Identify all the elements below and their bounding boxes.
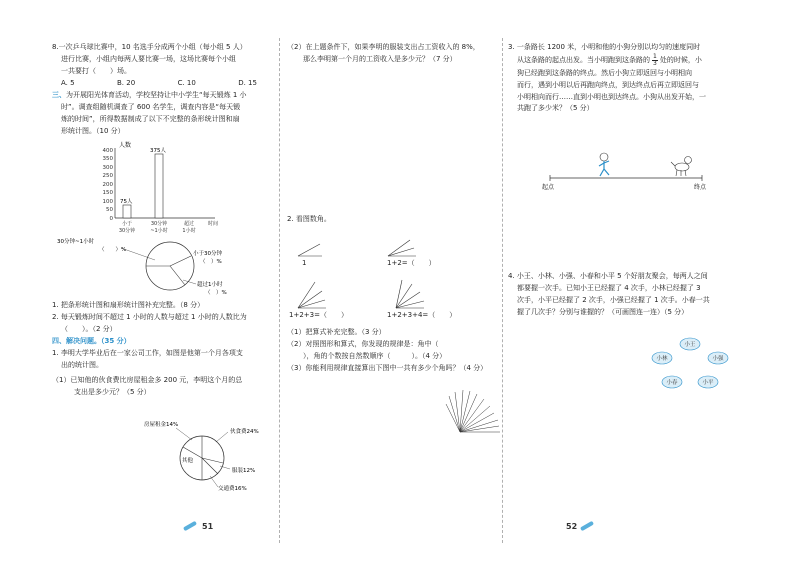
y-tick: 300 xyxy=(102,165,113,171)
column-divider xyxy=(502,38,503,543)
y-tick: 350 xyxy=(102,156,113,162)
y-tick: 150 xyxy=(102,190,113,196)
svg-text:时间: 时间 xyxy=(207,221,219,227)
column-divider xyxy=(279,38,280,543)
svg-text:终点: 终点 xyxy=(694,184,707,191)
right-column: 3. 一条路长 1200 米，小明和他的小狗分别以均匀的速度同时 从这条路的起点出发。当小明跑到这条路的 1 3 处的时候，小 狗已经跑到这条路的终点。然后小狗立即返回与小明相向 而行，遇到小明以后再跑向终点，到达终点后再立即返回与 小明相向而行……直到小明也到达终点。小狗从出发开始，一 共跑了多少米？（5 分） xyxy=(508,43,706,113)
svg-text:房屋租金14%: 房屋租金14% xyxy=(144,422,179,428)
svg-text:30分钟~1小时: 30分钟~1小时 xyxy=(57,239,95,245)
pencil-icon xyxy=(183,521,197,531)
svg-text:（ ）%: （ ）% xyxy=(200,259,222,265)
svg-text:小春: 小春 xyxy=(666,380,678,386)
bar-value-label: 375人 xyxy=(150,148,166,154)
question-8: 8.一次乒乓球比赛中，10 名选手分成两个小组（每小组 5 人） 进行比赛，小组内每两人要比赛一场，这场比赛每个小组 一共要打（ ）场。 A. 5 B. 20 C. 10 D. 15 xyxy=(52,43,257,87)
svg-text:小林: 小林 xyxy=(656,356,668,362)
y-tick: 200 xyxy=(102,182,113,188)
bar-under-30 xyxy=(123,205,131,218)
boy-icon xyxy=(599,153,609,176)
svg-text:伙食费24%: 伙食费24% xyxy=(230,429,259,435)
bar-chart xyxy=(75,138,225,238)
angle-figures xyxy=(288,236,448,316)
svg-text:其他: 其他 xyxy=(182,458,194,464)
formula-2: 1+2=（ ） xyxy=(387,259,436,267)
svg-text:小于: 小于 xyxy=(121,221,133,227)
y-tick: 400 xyxy=(102,148,113,154)
svg-text:小王: 小王 xyxy=(684,342,696,348)
svg-text:（ ）%: （ ）% xyxy=(99,247,127,253)
svg-text:~1小时: ~1小时 xyxy=(150,228,168,234)
formula-3: 1+2+3=（ ） xyxy=(289,311,348,319)
y-tick: 0 xyxy=(109,216,113,222)
y-tick: 50 xyxy=(106,207,113,213)
formula-4: 1+2+3+4=（ ） xyxy=(387,311,457,319)
svg-text:30分钟: 30分钟 xyxy=(118,228,136,234)
svg-text:起点: 起点 xyxy=(542,184,555,191)
pie-chart-time xyxy=(55,234,245,298)
answer-options: A. 5 B. 20 C. 10 D. 15 xyxy=(61,78,257,87)
y-tick: 250 xyxy=(102,173,113,179)
section-3: 三、为开展阳光体育活动，学校坚持让中小学生“每天锻炼 1 小 时”。调查组随机调查了 600 名学生，调查内容是“每天锻 炼的时间”，所得数据制成了以下不完整的条形统计图和扇 形统计图。（10 分） xyxy=(52,91,247,135)
bar-value-label: 75人 xyxy=(120,199,133,205)
road-diagram xyxy=(530,148,730,192)
angle-questions: （1）把算式补充完整。（3 分） （2）对照图形和算式，你发现的规律是：角中（ ），角的个数按自然数顺序（ ）。（4 分） （3）你能利用规律直接算出下图中一共有多少个角吗？（4 分） xyxy=(287,328,488,372)
counting-angles: 2. 看图数角。 xyxy=(287,215,331,223)
svg-text:小强: 小强 xyxy=(712,356,724,362)
middle-column: （2）在上题条件下，如果李明的服装支出占工资收入的 8%， 那么李明第一个月的工资收入是多少元？（7 分） xyxy=(287,43,480,63)
fan-angle-figure xyxy=(444,388,504,438)
dog-icon xyxy=(671,157,692,177)
svg-text:（ ）%: （ ）% xyxy=(205,290,227,296)
svg-text:超过: 超过 xyxy=(183,221,195,227)
left-column-lower: 1. 把条形统计图和扇形统计图补充完整。（8 分） 2. 每天锻炼时间不超过 1 小时的人数与超过 1 小时的人数比为 （ ）。（2 分） 四、解决问题。（35 分） 1. 李明大学毕业后在一家公司工作，如图是他第一个月各项支 出的统计图。 （1）已知他的伙食费比房屋租金多 200 元，李明这个月的总 支出是多少元？（5 分） xyxy=(52,301,247,396)
formula-1: 1 xyxy=(302,259,307,267)
svg-text:交通费16%: 交通费16% xyxy=(218,486,247,492)
handshake-question: 4. 小王、小林、小强、小春和小平 5 个好朋友聚会，每两人之间 都要握一次手。已知小王已经握了 4 次手，小林已经握了 3 次手，小平已经握了 2 次手，小强已经握了 1 次手。小春一共 握了几次手？分别与谁握的？（可画图连一连）（5 分） xyxy=(508,272,710,316)
svg-text:服装12%: 服装12% xyxy=(232,468,256,474)
bar-chart-ylabel: 人数 xyxy=(119,142,132,149)
y-tick: 100 xyxy=(102,199,113,205)
svg-text:小于30分钟: 小于30分钟 xyxy=(193,251,222,257)
page-number-right: 52 xyxy=(566,522,578,531)
friends-diagram xyxy=(650,336,730,390)
fraction: 1 3 xyxy=(653,52,657,67)
svg-text:小平: 小平 xyxy=(702,380,714,386)
bar-30-60 xyxy=(155,154,163,218)
pencil-icon xyxy=(580,521,594,531)
svg-text:超过1小时: 超过1小时 xyxy=(197,282,223,288)
left-column xyxy=(52,42,272,138)
svg-text:1小时: 1小时 xyxy=(182,228,196,234)
pie-chart-expenses xyxy=(140,418,270,498)
page-number-left: 51 xyxy=(202,522,214,531)
svg-text:30分钟: 30分钟 xyxy=(150,221,168,227)
